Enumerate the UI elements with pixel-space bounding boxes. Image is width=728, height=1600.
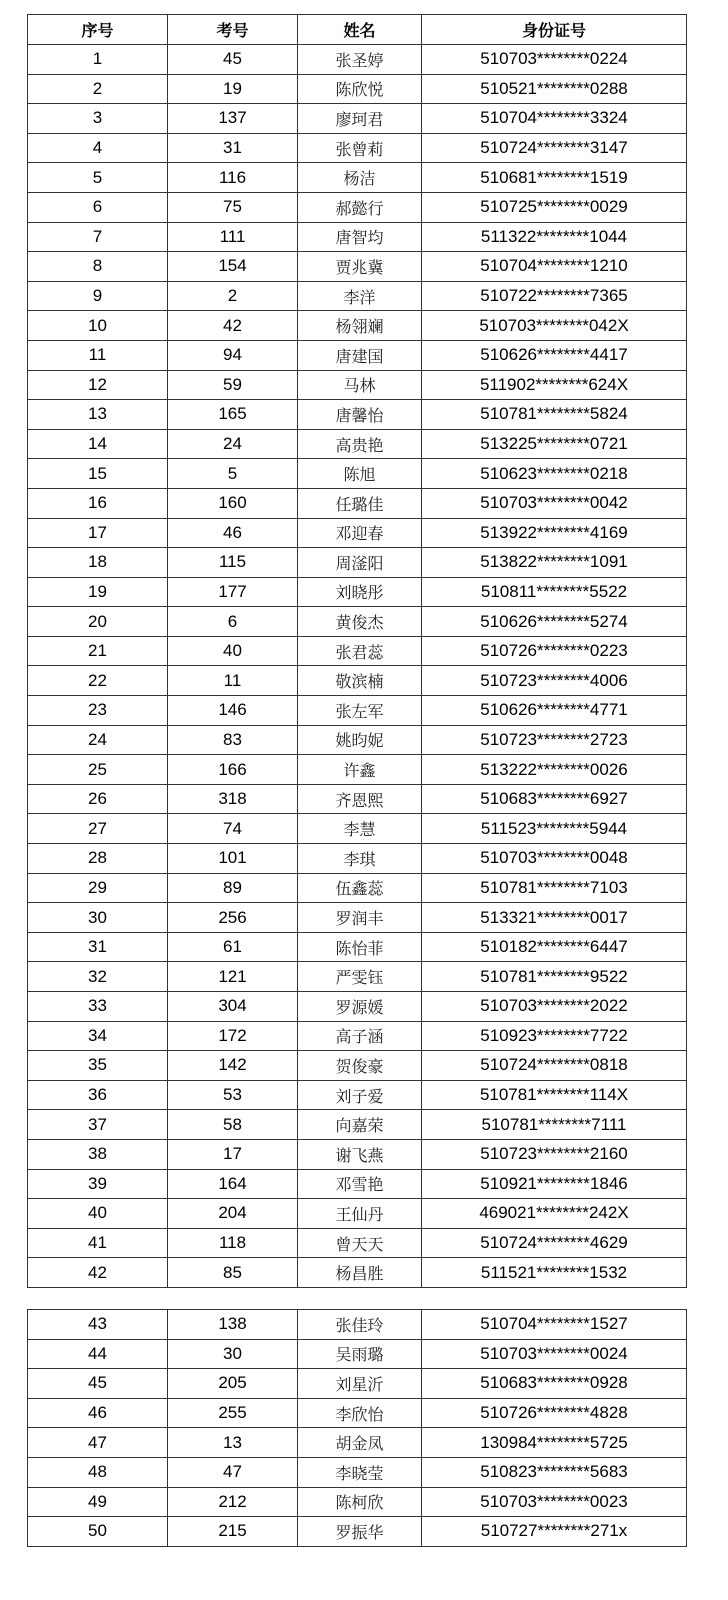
exam-no-cell: 111: [168, 222, 298, 252]
name-cell: 张佳玲: [298, 1310, 422, 1340]
table-row: [28, 1199, 687, 1229]
exam-no-cell: 138: [168, 1310, 298, 1340]
id-number-cell: 510823********5683: [422, 1457, 687, 1487]
exam-no-cell: 83: [168, 725, 298, 755]
exam-no-cell: 166: [168, 755, 298, 785]
exam-no-cell: 31: [168, 133, 298, 163]
table-row: [28, 903, 687, 933]
name-cell: 刘子爱: [298, 1080, 422, 1110]
exam-no-cell: 204: [168, 1199, 298, 1229]
seq-cell: 26: [28, 784, 168, 814]
table-row: [28, 400, 687, 430]
exam-no-cell: 42: [168, 311, 298, 341]
exam-no-cell: 46: [168, 518, 298, 548]
seq-cell: 43: [28, 1310, 168, 1340]
id-number-cell: 510681********1519: [422, 163, 687, 193]
name-cell: 杨昌胜: [298, 1258, 422, 1288]
name-cell: 李晓莹: [298, 1457, 422, 1487]
name-cell: 罗源媛: [298, 992, 422, 1022]
table-row: [28, 666, 687, 696]
id-number-cell: 510724********0818: [422, 1051, 687, 1081]
candidate-table-part-2: [27, 1309, 687, 1547]
name-cell: 贾兆冀: [298, 252, 422, 282]
exam-no-cell: 154: [168, 252, 298, 282]
id-number-cell: 510623********0218: [422, 459, 687, 489]
id-number-cell: 469021********242X: [422, 1199, 687, 1229]
name-cell: 张左军: [298, 696, 422, 726]
seq-cell: 17: [28, 518, 168, 548]
table-row: [28, 163, 687, 193]
seq-cell: 16: [28, 488, 168, 518]
name-cell: 李琪: [298, 844, 422, 874]
id-number-cell: 510724********4629: [422, 1228, 687, 1258]
table-row: [28, 696, 687, 726]
name-cell: 伍鑫蕊: [298, 873, 422, 903]
table-header-row: [28, 15, 687, 45]
exam-no-cell: 85: [168, 1258, 298, 1288]
exam-no-cell: 212: [168, 1487, 298, 1517]
table-row: [28, 844, 687, 874]
seq-cell: 36: [28, 1080, 168, 1110]
seq-cell: 28: [28, 844, 168, 874]
seq-cell: 42: [28, 1258, 168, 1288]
id-number-cell: 511322********1044: [422, 222, 687, 252]
id-number-cell: 510703********0023: [422, 1487, 687, 1517]
name-cell: 罗振华: [298, 1517, 422, 1547]
table-row: [28, 1228, 687, 1258]
table-row: [28, 1169, 687, 1199]
seq-cell: 41: [28, 1228, 168, 1258]
exam-no-cell: 304: [168, 992, 298, 1022]
exam-no-cell: 5: [168, 459, 298, 489]
exam-no-cell: 177: [168, 577, 298, 607]
seq-cell: 24: [28, 725, 168, 755]
seq-cell: 45: [28, 1369, 168, 1399]
table-row: [28, 784, 687, 814]
header-name: 姓名: [298, 15, 422, 45]
table-row: [28, 252, 687, 282]
table-row: [28, 192, 687, 222]
exam-no-cell: 61: [168, 932, 298, 962]
name-cell: 杨洁: [298, 163, 422, 193]
name-cell: 谢飞燕: [298, 1139, 422, 1169]
table-row: [28, 1487, 687, 1517]
seq-cell: 9: [28, 281, 168, 311]
table-row: [28, 607, 687, 637]
name-cell: 马林: [298, 370, 422, 400]
seq-cell: 14: [28, 429, 168, 459]
seq-cell: 48: [28, 1457, 168, 1487]
id-number-cell: 511523********5944: [422, 814, 687, 844]
name-cell: 姚昀妮: [298, 725, 422, 755]
seq-cell: 23: [28, 696, 168, 726]
id-number-cell: 511902********624X: [422, 370, 687, 400]
id-number-cell: 510521********0288: [422, 74, 687, 104]
id-number-cell: 510626********4771: [422, 696, 687, 726]
header-seq: 序号: [28, 15, 168, 45]
exam-no-cell: 53: [168, 1080, 298, 1110]
name-cell: 李慧: [298, 814, 422, 844]
seq-cell: 38: [28, 1139, 168, 1169]
seq-cell: 27: [28, 814, 168, 844]
seq-cell: 50: [28, 1517, 168, 1547]
exam-no-cell: 58: [168, 1110, 298, 1140]
name-cell: 唐馨怡: [298, 400, 422, 430]
table-row: [28, 636, 687, 666]
id-number-cell: 510704********3324: [422, 104, 687, 134]
table-row: [28, 1339, 687, 1369]
table-row: [28, 370, 687, 400]
exam-no-cell: 59: [168, 370, 298, 400]
name-cell: 刘晓彤: [298, 577, 422, 607]
name-cell: 齐恩熙: [298, 784, 422, 814]
id-number-cell: 510781********5824: [422, 400, 687, 430]
id-number-cell: 510703********0048: [422, 844, 687, 874]
table-row: [28, 518, 687, 548]
seq-cell: 34: [28, 1021, 168, 1051]
exam-no-cell: 6: [168, 607, 298, 637]
name-cell: 曾天天: [298, 1228, 422, 1258]
table-row: [28, 45, 687, 75]
seq-cell: 49: [28, 1487, 168, 1517]
exam-no-cell: 89: [168, 873, 298, 903]
exam-no-cell: 30: [168, 1339, 298, 1369]
header-id-number: 身份证号: [422, 15, 687, 45]
id-number-cell: 510704********1210: [422, 252, 687, 282]
seq-cell: 47: [28, 1428, 168, 1458]
seq-cell: 18: [28, 548, 168, 578]
table-row: [28, 1517, 687, 1547]
seq-cell: 25: [28, 755, 168, 785]
candidate-table-part-1: [27, 14, 687, 1288]
table-row: [28, 725, 687, 755]
id-number-cell: 510725********0029: [422, 192, 687, 222]
name-cell: 吴雨璐: [298, 1339, 422, 1369]
table-row: [28, 488, 687, 518]
id-number-cell: 510723********2723: [422, 725, 687, 755]
exam-no-cell: 115: [168, 548, 298, 578]
id-number-cell: 510722********7365: [422, 281, 687, 311]
id-number-cell: 510626********4417: [422, 340, 687, 370]
seq-cell: 8: [28, 252, 168, 282]
id-number-cell: 510723********2160: [422, 1139, 687, 1169]
name-cell: 贺俊豪: [298, 1051, 422, 1081]
table-row: [28, 459, 687, 489]
id-number-cell: 510923********7722: [422, 1021, 687, 1051]
exam-no-cell: 164: [168, 1169, 298, 1199]
table-row: [28, 1457, 687, 1487]
id-number-cell: 510781********9522: [422, 962, 687, 992]
exam-no-cell: 101: [168, 844, 298, 874]
table-row: [28, 962, 687, 992]
table-row: [28, 1258, 687, 1288]
id-number-cell: 510921********1846: [422, 1169, 687, 1199]
table-row: [28, 814, 687, 844]
id-number-cell: 513222********0026: [422, 755, 687, 785]
seq-cell: 40: [28, 1199, 168, 1229]
id-number-cell: 510703********0024: [422, 1339, 687, 1369]
id-number-cell: 130984********5725: [422, 1428, 687, 1458]
name-cell: 张君蕊: [298, 636, 422, 666]
name-cell: 唐智均: [298, 222, 422, 252]
seq-cell: 44: [28, 1339, 168, 1369]
table-row: [28, 992, 687, 1022]
name-cell: 胡金凤: [298, 1428, 422, 1458]
exam-no-cell: 24: [168, 429, 298, 459]
seq-cell: 35: [28, 1051, 168, 1081]
table-row: [28, 1110, 687, 1140]
seq-cell: 5: [28, 163, 168, 193]
seq-cell: 7: [28, 222, 168, 252]
name-cell: 向嘉荣: [298, 1110, 422, 1140]
seq-cell: 2: [28, 74, 168, 104]
exam-no-cell: 19: [168, 74, 298, 104]
seq-cell: 33: [28, 992, 168, 1022]
seq-cell: 12: [28, 370, 168, 400]
exam-no-cell: 165: [168, 400, 298, 430]
id-number-cell: 510811********5522: [422, 577, 687, 607]
table-row: [28, 1369, 687, 1399]
name-cell: 张圣婷: [298, 45, 422, 75]
seq-cell: 20: [28, 607, 168, 637]
name-cell: 任璐佳: [298, 488, 422, 518]
id-number-cell: 510703********0042: [422, 488, 687, 518]
seq-cell: 19: [28, 577, 168, 607]
id-number-cell: 510683********0928: [422, 1369, 687, 1399]
exam-no-cell: 17: [168, 1139, 298, 1169]
table-row: [28, 1428, 687, 1458]
seq-cell: 22: [28, 666, 168, 696]
exam-no-cell: 118: [168, 1228, 298, 1258]
name-cell: 严雯钰: [298, 962, 422, 992]
exam-no-cell: 13: [168, 1428, 298, 1458]
table-row: [28, 311, 687, 341]
id-number-cell: 510703********2022: [422, 992, 687, 1022]
name-cell: 李洋: [298, 281, 422, 311]
name-cell: 陈旭: [298, 459, 422, 489]
id-number-cell: 513822********1091: [422, 548, 687, 578]
seq-cell: 1: [28, 45, 168, 75]
exam-no-cell: 74: [168, 814, 298, 844]
table-row: [28, 548, 687, 578]
name-cell: 唐建国: [298, 340, 422, 370]
exam-no-cell: 142: [168, 1051, 298, 1081]
exam-no-cell: 255: [168, 1398, 298, 1428]
name-cell: 许鑫: [298, 755, 422, 785]
id-number-cell: 510781********7103: [422, 873, 687, 903]
name-cell: 陈怡菲: [298, 932, 422, 962]
id-number-cell: 510683********6927: [422, 784, 687, 814]
name-cell: 王仙丹: [298, 1199, 422, 1229]
seq-cell: 39: [28, 1169, 168, 1199]
table-row: [28, 577, 687, 607]
seq-cell: 32: [28, 962, 168, 992]
seq-cell: 6: [28, 192, 168, 222]
seq-cell: 10: [28, 311, 168, 341]
table-row: [28, 932, 687, 962]
name-cell: 邓迎春: [298, 518, 422, 548]
id-number-cell: 510726********0223: [422, 636, 687, 666]
name-cell: 陈柯欣: [298, 1487, 422, 1517]
exam-no-cell: 160: [168, 488, 298, 518]
name-cell: 张曾莉: [298, 133, 422, 163]
id-number-cell: 510781********7111: [422, 1110, 687, 1140]
id-number-cell: 513922********4169: [422, 518, 687, 548]
name-cell: 刘星沂: [298, 1369, 422, 1399]
name-cell: 邓雪艳: [298, 1169, 422, 1199]
exam-no-cell: 94: [168, 340, 298, 370]
id-number-cell: 510724********3147: [422, 133, 687, 163]
id-number-cell: 510703********0224: [422, 45, 687, 75]
seq-cell: 4: [28, 133, 168, 163]
exam-no-cell: 45: [168, 45, 298, 75]
seq-cell: 46: [28, 1398, 168, 1428]
name-cell: 黄俊杰: [298, 607, 422, 637]
seq-cell: 15: [28, 459, 168, 489]
name-cell: 高子涵: [298, 1021, 422, 1051]
name-cell: 高贵艳: [298, 429, 422, 459]
exam-no-cell: 146: [168, 696, 298, 726]
name-cell: 郝懿行: [298, 192, 422, 222]
exam-no-cell: 318: [168, 784, 298, 814]
name-cell: 周滏阳: [298, 548, 422, 578]
exam-no-cell: 172: [168, 1021, 298, 1051]
id-number-cell: 510723********4006: [422, 666, 687, 696]
name-cell: 罗润丰: [298, 903, 422, 933]
table-row: [28, 1139, 687, 1169]
id-number-cell: 510781********114X: [422, 1080, 687, 1110]
id-number-cell: 510704********1527: [422, 1310, 687, 1340]
table-row: [28, 1080, 687, 1110]
exam-no-cell: 137: [168, 104, 298, 134]
name-cell: 李欣怡: [298, 1398, 422, 1428]
table-row: [28, 281, 687, 311]
exam-no-cell: 121: [168, 962, 298, 992]
table-row: [28, 74, 687, 104]
table-row: [28, 429, 687, 459]
id-number-cell: 510626********5274: [422, 607, 687, 637]
seq-cell: 13: [28, 400, 168, 430]
header-exam-no: 考号: [168, 15, 298, 45]
table-row: [28, 1021, 687, 1051]
exam-no-cell: 215: [168, 1517, 298, 1547]
id-number-cell: 513225********0721: [422, 429, 687, 459]
table-row: [28, 1398, 687, 1428]
id-number-cell: 513321********0017: [422, 903, 687, 933]
exam-no-cell: 75: [168, 192, 298, 222]
name-cell: 廖珂君: [298, 104, 422, 134]
exam-no-cell: 205: [168, 1369, 298, 1399]
exam-no-cell: 116: [168, 163, 298, 193]
exam-no-cell: 47: [168, 1457, 298, 1487]
exam-no-cell: 11: [168, 666, 298, 696]
id-number-cell: 511521********1532: [422, 1258, 687, 1288]
table-row: [28, 133, 687, 163]
seq-cell: 37: [28, 1110, 168, 1140]
seq-cell: 29: [28, 873, 168, 903]
id-number-cell: 510182********6447: [422, 932, 687, 962]
seq-cell: 21: [28, 636, 168, 666]
id-number-cell: 510726********4828: [422, 1398, 687, 1428]
table-row: [28, 104, 687, 134]
seq-cell: 3: [28, 104, 168, 134]
table-row: [28, 340, 687, 370]
name-cell: 杨翎斓: [298, 311, 422, 341]
name-cell: 敬滨楠: [298, 666, 422, 696]
table-row: [28, 755, 687, 785]
exam-no-cell: 256: [168, 903, 298, 933]
seq-cell: 30: [28, 903, 168, 933]
seq-cell: 11: [28, 340, 168, 370]
table-row: [28, 1310, 687, 1340]
table-row: [28, 873, 687, 903]
seq-cell: 31: [28, 932, 168, 962]
exam-no-cell: 40: [168, 636, 298, 666]
table-row: [28, 222, 687, 252]
id-number-cell: 510703********042X: [422, 311, 687, 341]
id-number-cell: 510727********271x: [422, 1517, 687, 1547]
name-cell: 陈欣悦: [298, 74, 422, 104]
table-row: [28, 1051, 687, 1081]
exam-no-cell: 2: [168, 281, 298, 311]
